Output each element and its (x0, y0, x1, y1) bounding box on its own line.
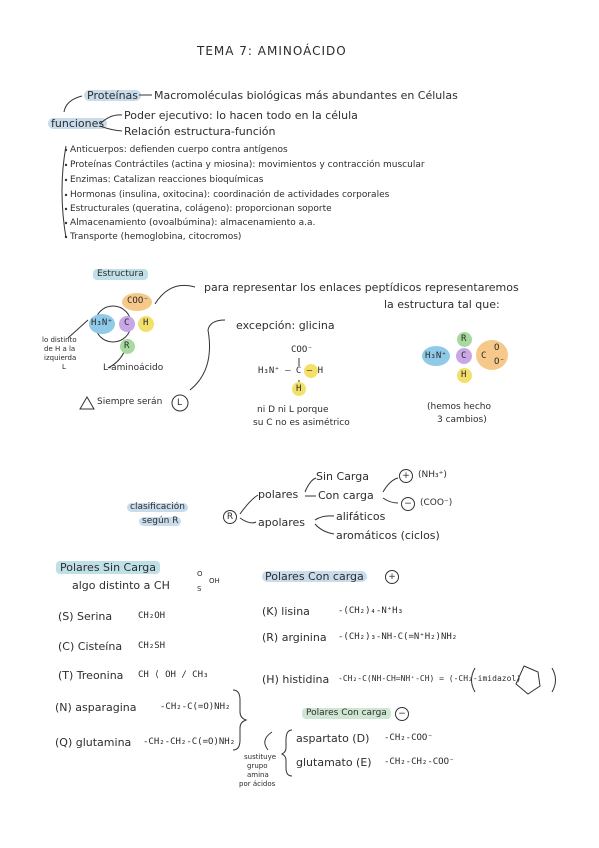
list-item: Proteínas Contráctiles (actina y miosina): movimientos y contracción muscular (70, 160, 425, 170)
rot-o2: O⁻ (494, 357, 505, 367)
sustituye-4: por ácidos (239, 780, 276, 788)
aromaticos: aromáticos (ciclos) (336, 529, 440, 542)
aspartato-name: aspartato (D) (296, 732, 370, 745)
apolares: apolares (258, 516, 306, 529)
rot-h: H (461, 370, 467, 380)
asparagina-name: (N) asparagina (55, 701, 137, 714)
page-title: TEMA 7: AMINOÁCIDO (197, 44, 347, 58)
lisina-formula: -(CH₂)₄-N⁺H₃ (338, 606, 404, 616)
l-aminoacido: L-aminoácido (103, 363, 164, 373)
rot-note-1: (hemos hecho (427, 402, 491, 412)
sub-o: O (197, 570, 203, 578)
l-circle-label: L (177, 398, 183, 408)
rot-r: R (461, 334, 467, 344)
proteinas-label: Proteínas (84, 90, 141, 101)
cisteina-formula: CH₂SH (138, 641, 166, 651)
coo-note: (COO⁻) (420, 498, 453, 508)
left-note-4: L (62, 363, 66, 371)
funciones-label: funciones (48, 118, 107, 129)
list-item: Hormonas (insulina, oxitocina): coordinación de actividades corporales (70, 190, 390, 200)
plus-circle: + (399, 469, 413, 483)
nh3-note: (NH₃⁺) (418, 470, 447, 480)
sub-s: S (197, 585, 202, 593)
serina-formula: CH₂OH (138, 611, 166, 621)
histidina-formula: -CH₂-C(NH-CH=NH⁺-CH) = (-CH₂-imidazol) (338, 674, 522, 683)
r-label: R (124, 341, 130, 351)
minus-circle: − (401, 497, 415, 511)
serina-name: (S) Serina (58, 610, 113, 623)
siempre-seran: Siempre serán (97, 397, 163, 407)
list-item: Anticuerpos: defienden cuerpo contra antígenos (70, 145, 288, 155)
sustituye-3: amina (247, 771, 269, 779)
ni-note-1: ni D ni L porque (257, 405, 329, 415)
alifaticos: alifáticos (336, 510, 386, 523)
polares-con-carga-neg-heading: Polares Con carga (302, 708, 391, 719)
list-item: Estructurales (queratina, colágeno): proporcionan soporte (70, 204, 332, 214)
coo-label: COO⁻ (127, 296, 149, 306)
polares-sin-carga-sub: algo distinto a CH (72, 579, 170, 592)
rot-o1: O (494, 343, 500, 353)
sub-oh: OH (209, 577, 220, 585)
left-note-3: izquierda (44, 354, 77, 362)
glutamina-formula: -CH₂-CH₂-C(=O)NH₂ (143, 737, 236, 747)
glicina-coo: COO⁻ (291, 345, 313, 355)
arginina-formula: -(CH₂)₃-NH-C(=N⁺H₂)NH₂ (338, 632, 458, 642)
glicina-h: H (296, 384, 302, 394)
list-item: Enzimas: Catalizan reacciones bioquímicas (70, 175, 264, 185)
left-note-1: lo distinto (42, 336, 77, 344)
estructura-label: Estructura (93, 269, 148, 280)
excepcion-glicina: excepción: glicina (236, 319, 335, 332)
glicina-mid: H₃N⁺ – C – H (258, 366, 324, 376)
arginina-name: (R) arginina (262, 631, 327, 644)
rot-note-2: 3 cambios) (437, 415, 487, 425)
polares-con-carga-pos-heading: Polares Con carga (262, 571, 367, 582)
treonina-name: (T) Treonina (58, 669, 124, 682)
polares-sin-carga-heading: Polares Sin Carga (56, 561, 160, 574)
sustituye-1: sustituye (244, 753, 277, 761)
clasificacion-r: R (223, 510, 237, 524)
list-item: Transporte (hemoglobina, citocromos) (70, 232, 242, 242)
glutamato-formula: -CH₂-CH₂-COO⁻ (384, 757, 455, 767)
h-label: H (143, 318, 149, 328)
peptide-note-2: la estructura tal que: (384, 298, 500, 311)
con-carga: Con carga (318, 489, 374, 502)
rot-c: C (461, 351, 467, 361)
proteinas-definition: Macromoléculas biológicas más abundantes en Células (154, 89, 458, 102)
histidina-name: (H) histidina (262, 673, 330, 686)
aspartato-formula: -CH₂-COO⁻ (384, 733, 433, 743)
treonina-formula: CH ⟨ OH / CH₃ (138, 670, 209, 680)
funcion-1: Poder ejecutivo: lo hacen todo en la célula (124, 109, 358, 122)
clasificacion-label-1: clasificación (127, 503, 188, 512)
left-note-2: de H a la (44, 345, 76, 353)
sustituye-2: grupo (247, 762, 268, 770)
sin-carga: Sin Carga (316, 470, 369, 483)
neg-sign: − (395, 707, 409, 721)
rot-cooh-c: C (481, 351, 487, 361)
h3n-label: H₃N⁺ (91, 318, 113, 328)
clasificacion-label-2: según R (139, 517, 181, 526)
asparagina-formula: -CH₂-C(=O)NH₂ (160, 702, 231, 712)
list-item: Almacenamiento (ovoalbúmina): almacenamiento a.a. (70, 218, 316, 228)
polares: polares (258, 488, 299, 501)
c-label: C (124, 318, 130, 328)
pos-sign: + (385, 570, 399, 584)
cisteina-name: (C) Cisteína (58, 640, 123, 653)
glutamina-name: (Q) glutamina (55, 736, 132, 749)
peptide-note-1: para representar los enlaces peptídicos representaremos (204, 281, 519, 294)
ni-note-2: su C no es asimétrico (253, 418, 350, 428)
glutamato-name: glutamato (E) (296, 756, 372, 769)
funcion-2: Relación estructura-función (124, 125, 276, 138)
rot-h3n: H₃N⁺ (425, 351, 447, 361)
lisina-name: (K) lisina (262, 605, 310, 618)
